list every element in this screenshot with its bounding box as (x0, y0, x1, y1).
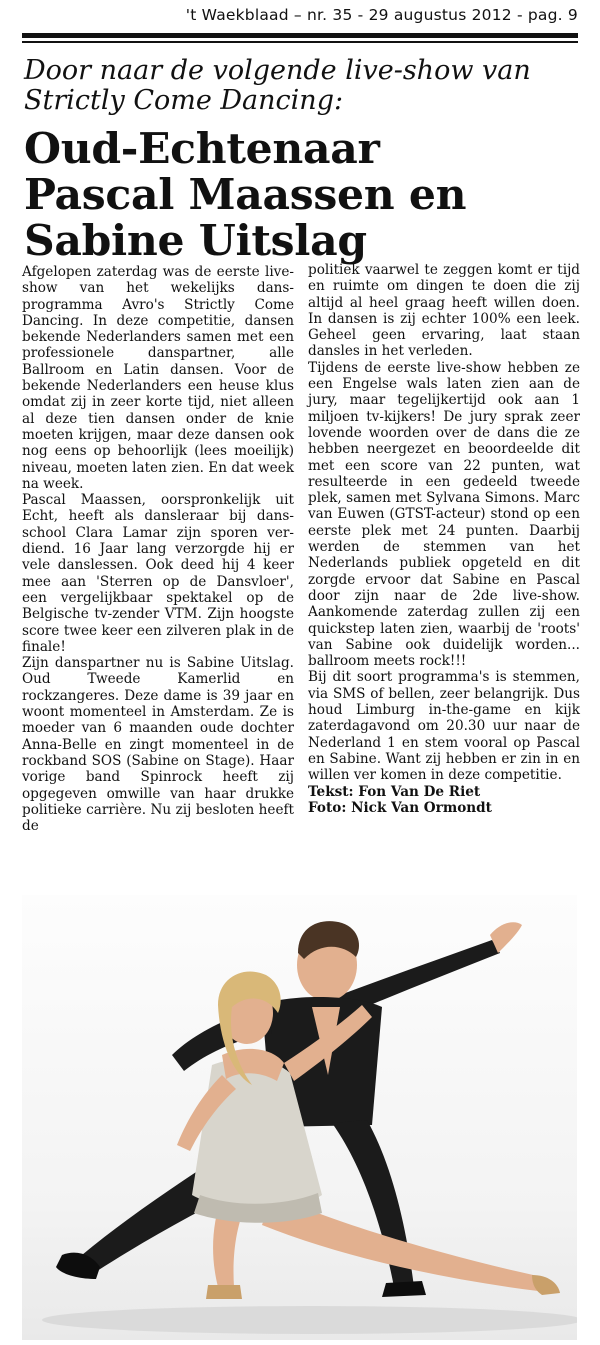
headline-line-1: Oud-Echtenaar (24, 124, 380, 174)
paragraph: Pascal Maassen, oorspronkelijk uit Echt, heeft als dansleraar bij dansschool Clara Lamar zijn sporen verdiend. 16 Jaar lang verzorgde hij er vele danslessen. Ook deed hij 4 keer mee aan 'Sterren op de Dansvloer', een vergelijkbaar spektakel op de Belgische tv-zender VTM. Zijn hoogste score twee keer een zilveren plak in de finale! (22, 492, 294, 655)
dancers-illustration (22, 895, 577, 1340)
page-header: 't Waekblaad – nr. 35 - 29 augustus 2012 - pag. 9 (185, 6, 578, 24)
paragraph: Zijn danspartner nu is Sabine Uitslag. Oud Tweede Kamerlid en rockzangeres. Deze dame is 39 jaar en woont momenteel in Amsterdam. Ze is moeder van 6 maanden oude dochter Anna-Belle en zingt momenteel in de rockband SOS (Sabine on Stage). Haar vorige band Spinrock heeft zij opgegeven omwille van haar drukke politieke carrière. Nu zij besloten heeft de (22, 655, 294, 835)
kicker-line-1: Door naar de volgende live-show van (24, 55, 531, 86)
credit-photo: Foto: Nick Van Ormondt (308, 799, 492, 816)
paragraph: Bij dit soort programma's is stemmen, via SMS of bellen, zeer belangrijk. Dus houd Limburg in-the-game en kijk zaterdagavond om 20.30 uur naar de Nederland 1 en stem vooral op Pascal en Sabine. Want zij hebben er zin in en willen ver komen in deze competitie. (308, 669, 580, 784)
header-rule-thick (22, 33, 578, 38)
credit-text: Tekst: Fon Van De Riet (308, 783, 481, 800)
article-column-right (308, 262, 580, 816)
headline (24, 126, 584, 264)
kicker-line-2: Strictly Come Dancing: (24, 85, 344, 116)
header-rule-thin (22, 41, 578, 43)
paragraph: Tijdens de eerste live-show hebben ze een Engelse wals laten zien aan de jury, maar tegelijkertijd ook aan 1 miljoen tv-kijkers! De jury sprak zeer lovende woorden over de dans die ze hebben neergezet en beoordeelde dit met een score van 22 punten, wat resulteerde in een gedeeld tweede plek, samen met Sylvana Simons. Marc van Euwen (GTST-acteur) stond op een eerste plek met 24 punten. Daarbij werden de stemmen van het Nederlands publiek opgeteld en dit zorgde ervoor dat Sabine en Pascal door zijn naar de 2de live-show. Aankomende zaterdag zullen zij een quickstep laten zien, waarbij de 'roots' van Sabine ook duidelijk worden... ballroom meets rock!!! (308, 359, 580, 670)
kicker (24, 56, 584, 116)
headline-line-3: Sabine Uitslag (24, 216, 367, 266)
dancers-photo (22, 895, 577, 1340)
paragraph: politiek vaarwel te zeggen komt er tijd en ruimte om dingen te doen die zij altijd al heel graag heeft willen doen. In dansen is zij echter 100% een leek. Geheel geen ervaring, laat staan dansles in het verleden. (308, 262, 580, 360)
paragraph: Afgelopen zaterdag was de eerste live-show van het wekelijks dansprogramma Avro's Strictly Come Dancing. In deze competitie, dansen bekende Nederlanders samen met een professionele danspartner, alle Ballroom en Latin dansen. Voor de bekende Nederlanders een heuse klus omdat zij in zeer korte tijd, niet alleen al deze tien dansen onder de knie moeten krijgen, maar deze dansen ook nog eens op behoorlijk (lees moeilijk) niveau, moeten laten zien. En dat week na week. (22, 264, 294, 492)
article-column-left (22, 264, 294, 834)
headline-line-2: Pascal Maassen en (24, 170, 467, 220)
